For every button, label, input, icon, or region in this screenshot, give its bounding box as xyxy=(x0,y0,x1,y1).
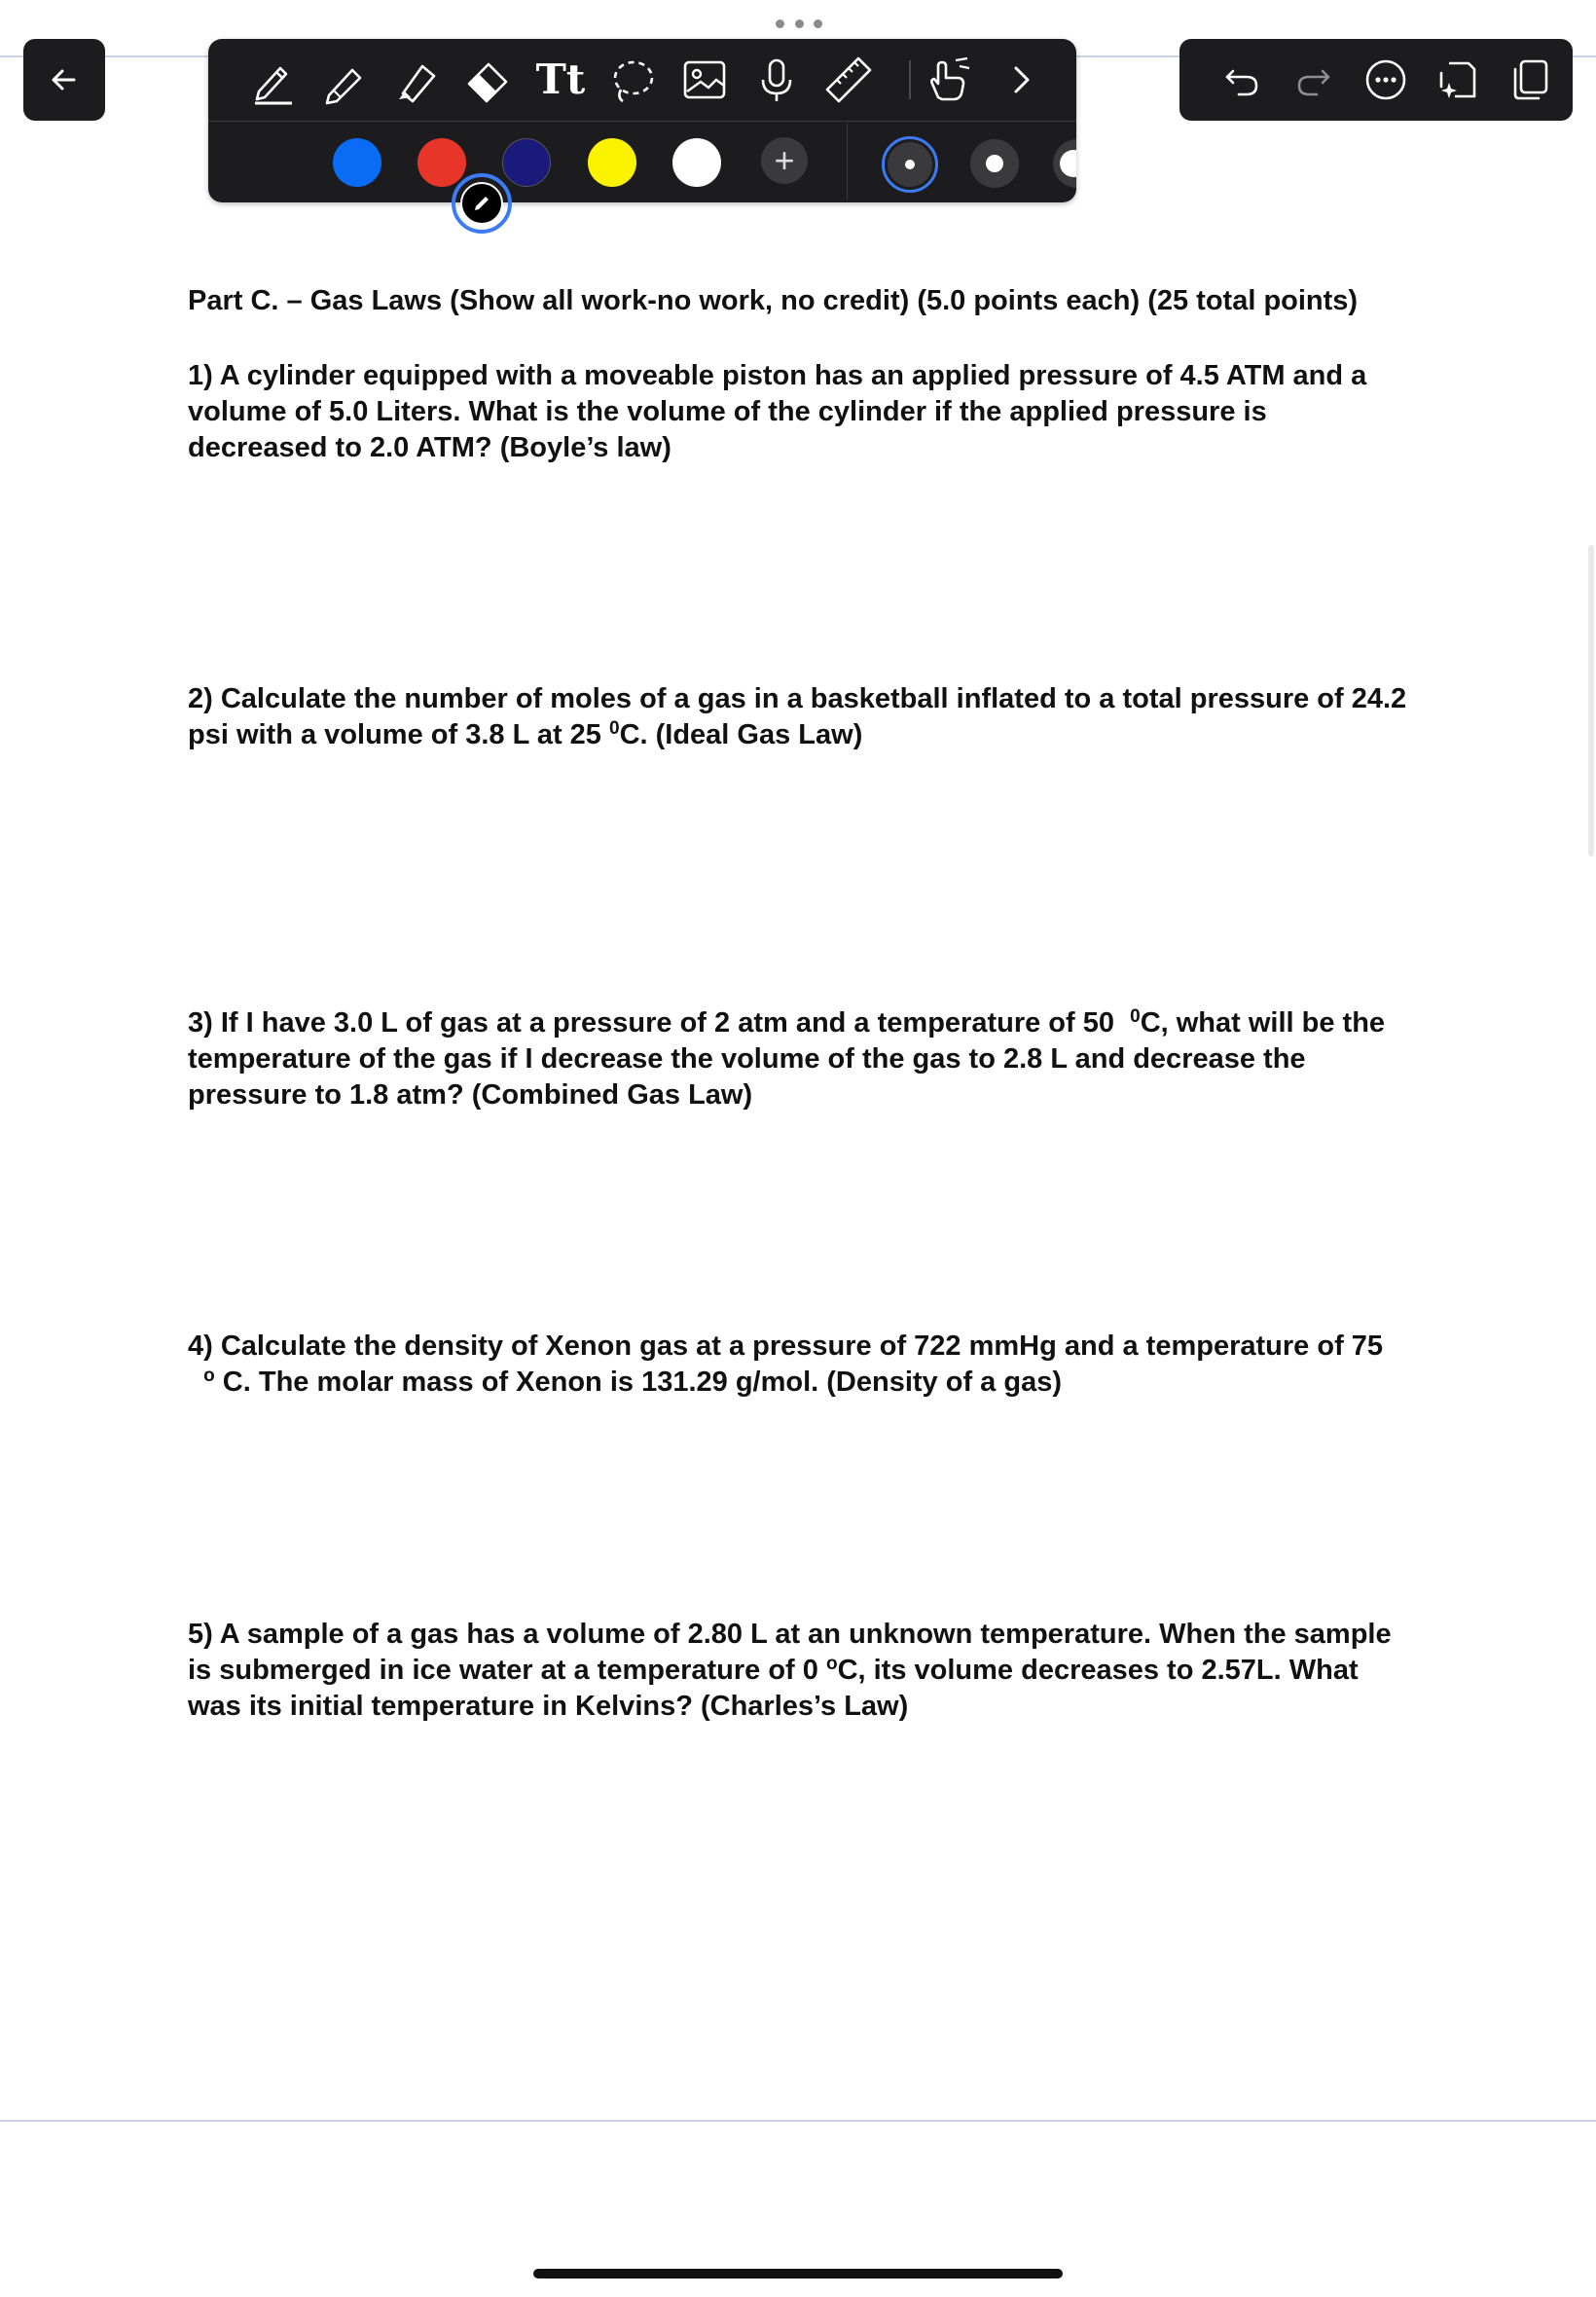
stroke-size-medium[interactable] xyxy=(970,139,1019,188)
stroke-size-large[interactable] xyxy=(1053,139,1076,188)
pages-icon xyxy=(1507,57,1552,102)
question-text-end: C. The molar mass of Xenon is 131.29 g/mol. (Density of a gas) xyxy=(222,1367,1062,1398)
toolbar-separator xyxy=(909,60,911,99)
question-text: If I have 3.0 L of gas at a pressure of 2 atm and a temperature of 50 xyxy=(220,1007,1114,1039)
question-number: 3) xyxy=(188,1007,213,1039)
lasso-icon xyxy=(607,55,658,105)
pencil-icon xyxy=(319,55,370,105)
question-text-end: C. (Ideal Gas Law) xyxy=(619,719,863,750)
color-size-divider xyxy=(847,122,848,200)
eraser-icon xyxy=(463,55,514,105)
bottom-page-divider xyxy=(0,2120,1596,2122)
lasso-tool[interactable] xyxy=(603,51,662,109)
question-number: 2) xyxy=(188,683,213,714)
question-number: 4) xyxy=(188,1331,213,1362)
question-1 xyxy=(188,358,1414,466)
text-icon: Tt xyxy=(535,55,586,103)
hand-pointer-icon xyxy=(923,55,973,105)
pen-edit-icon xyxy=(470,192,493,215)
degree-symbol: o xyxy=(203,1366,215,1386)
toolbar-drag-handle[interactable] xyxy=(776,18,822,29)
ai-assist-button[interactable] xyxy=(1431,53,1485,107)
toolbar-row-divider xyxy=(208,121,1076,122)
degree-symbol: 0 xyxy=(608,718,620,739)
add-color-button[interactable]: + xyxy=(761,137,808,184)
undo-button[interactable] xyxy=(1215,53,1269,107)
vertical-scrollbar[interactable] xyxy=(1588,545,1594,857)
question-number: 5) xyxy=(188,1619,213,1650)
home-indicator[interactable] xyxy=(533,2269,1063,2279)
image-tool[interactable] xyxy=(675,51,734,109)
question-text-end: C, what will be the temperature of the gas if I decrease the volume of the gas to 2.8 L and decrease the pressure to 1.8 atm? (Combined Gas Law) xyxy=(188,1007,1386,1111)
color-swatch-navy[interactable] xyxy=(502,138,551,187)
redo-icon xyxy=(1291,57,1336,102)
document-actions-toolbar xyxy=(1179,39,1573,121)
eraser-tool[interactable] xyxy=(459,51,518,109)
microphone-tool[interactable] xyxy=(747,51,806,109)
undo-icon xyxy=(1219,57,1264,102)
back-button[interactable] xyxy=(23,39,105,121)
more-tools-button[interactable] xyxy=(993,51,1051,109)
degree-symbol: o xyxy=(825,1654,838,1674)
section-heading: Part C. – Gas Laws (Show all work-no work, no credit) (5.0 points each) (25 total points) xyxy=(188,285,1359,316)
question-2 xyxy=(188,681,1414,753)
color-swatch-selected[interactable] xyxy=(452,173,512,234)
highlighter-icon xyxy=(391,55,442,105)
question-text: Calculate the number of moles of a gas in a basketball inflated to a total pressure of 24.2 psi with a volume of 3.8 L at 25 xyxy=(188,683,1407,750)
question-5 xyxy=(188,1617,1414,1725)
pencil-tool[interactable] xyxy=(315,51,374,109)
question-text-end: C, its volume decreases to 2.57L. What was its initial temperature in Kelvins? (Charles’s Law) xyxy=(188,1655,1359,1722)
question-3 xyxy=(188,1005,1414,1113)
ai-sparkle-icon xyxy=(1435,57,1480,102)
degree-symbol: 0 xyxy=(1130,1006,1141,1027)
text-tool[interactable] xyxy=(531,51,590,109)
redo-button[interactable] xyxy=(1287,53,1341,107)
color-swatch-white[interactable] xyxy=(672,138,721,187)
question-number: 1) xyxy=(188,360,213,391)
more-options-button[interactable] xyxy=(1359,53,1413,107)
stroke-size-small-selected[interactable] xyxy=(882,136,938,193)
color-swatch-red[interactable] xyxy=(417,138,466,187)
pages-button[interactable] xyxy=(1503,53,1557,107)
more-icon xyxy=(1363,57,1408,102)
chevron-right-icon xyxy=(997,55,1047,105)
question-4 xyxy=(188,1329,1414,1401)
microphone-icon xyxy=(751,55,802,105)
touch-mode-tool[interactable] xyxy=(919,51,977,109)
pen-tool[interactable] xyxy=(243,51,302,109)
arrow-left-icon xyxy=(45,60,84,99)
question-text: A cylinder equipped with a moveable piston has an applied pressure of 4.5 ATM and a volume of 5.0 Liters. What is the volume of the cylinder if the applied pressure is decreased to 2.0 ATM? (Boyle’s law) xyxy=(188,360,1367,463)
color-swatch-blue[interactable] xyxy=(333,138,381,187)
color-swatch-yellow[interactable] xyxy=(588,138,636,187)
ruler-tool[interactable] xyxy=(819,51,878,109)
question-text: A sample of a gas has a volume of 2.80 L at an unknown temperature. When the sample is submerged in ice water at a temperature of 0 xyxy=(188,1619,1392,1686)
image-icon xyxy=(679,55,730,105)
pen-icon xyxy=(247,55,298,105)
highlighter-tool[interactable] xyxy=(387,51,446,109)
question-text: Calculate the density of Xenon gas at a pressure of 722 mmHg and a temperature of 75 xyxy=(220,1331,1384,1362)
ruler-icon xyxy=(823,55,874,105)
